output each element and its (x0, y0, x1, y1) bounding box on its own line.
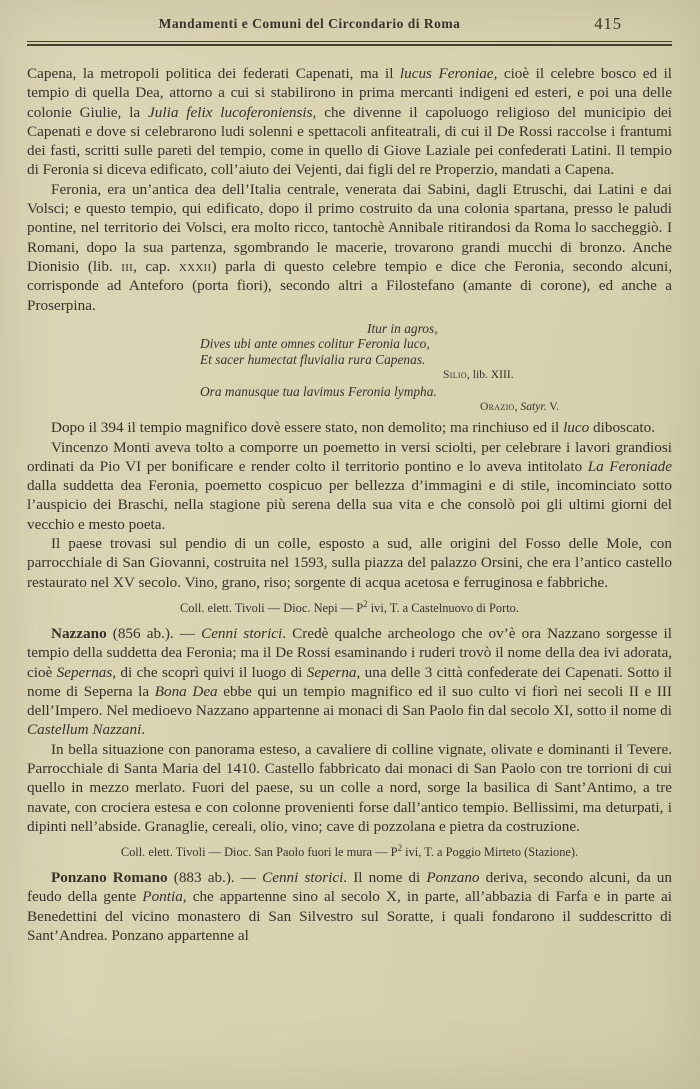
bold-text: Ponzano Romano (51, 869, 168, 887)
italic-text: Sepernas (56, 663, 113, 681)
text: , (514, 399, 521, 413)
italic-text: Cenni storici (262, 869, 344, 887)
text: V. (546, 399, 559, 413)
text: Coll. elett. Tivoli — Dioc. San Paolo fuori le mura — P (120, 845, 398, 860)
italic-text: Dives ubi ante omnes colitur Feronia luco, (200, 336, 430, 352)
entry-ponzano-romano (27, 868, 672, 945)
text: Vincenzo Monti aveva tolto a comporre un poemetto in versi sciolti, per celebrare i lavori grandiosi ordinati da Pio VI per bonificare e render colto il territorio pontino e lo aveva intitolato (27, 438, 672, 475)
page-body (27, 64, 672, 945)
verse-line (200, 352, 672, 368)
text: In bella situazione con panorama esteso, a cavaliere di colline vignate, olivate e dominanti il Tevere. Parrocchiale di Santa Maria del 1410. Castello fabbricato dai monaci di San Paolo con tre torrioni di cui quello in mezzo merlato. Fuori del paese, su un colle a nord, sorge la basilica di Sant’Antimo, a tre navate, con crociera estesa e con colonne provenienti forse dall’antico tempio. Bellissimi, ma deturpati, i dipinti nell’abside. Granaglie, cereali, olio, vino; cave di pozzolana e pietra da costruzione. (27, 740, 672, 835)
text: (856 ab.). — (106, 624, 202, 642)
italic-text: Julia felix lucoferoniensis (148, 103, 313, 121)
italic-text: Pontia (142, 888, 183, 906)
text: Capena, la metropoli politica dei federati Capenati, ma il (27, 65, 400, 82)
text: ) parla di questo celebre tempio e dice che Feronia, secondo alcuni, corrisponde ad Anteforo (porta fiori), secondo altri a Filostefano (amante di corone), ed anche a Proserpina. (27, 257, 672, 314)
italic-text: La Feroniade (587, 457, 672, 475)
verse-line (200, 321, 672, 337)
verse-attribution (200, 368, 672, 382)
page-number: 415 (594, 14, 622, 33)
text: Dopo il 394 il tempio magnifico dovè essere stato, non demolito; ma rinchiuso ed il (51, 419, 564, 437)
text: . (141, 721, 146, 739)
page-header (27, 14, 672, 36)
entry-nazzano (27, 624, 672, 740)
italic-text: Et sacer humectat fluvialia rura Capenas. (200, 352, 426, 368)
text: . Il nome di (343, 869, 427, 887)
small-caps-text: xxxii (178, 257, 212, 275)
italic-text: lucus Feroniae (399, 65, 494, 82)
text: ivi, T. a Castelnuovo di Porto. (367, 600, 519, 615)
italic-text: Cenni storici (201, 624, 283, 642)
running-title: Mandamenti e Comuni del Circondario di Roma (158, 16, 461, 31)
bold-text: Nazzano (51, 624, 107, 642)
verse-line (200, 384, 672, 400)
italic-text: Seperna (306, 663, 357, 681)
paragraph-feronia (27, 180, 672, 315)
paragraph-in-bella (27, 740, 672, 836)
text: Il paese trovasi sul pendio di un colle, esposto a sud, alle origini del Fosso delle Mole, con parrocchiale di San Giovanni, costruita nel 1593, sulla piazza del palazzo Orsini, che era l’antico castello restaurato nel XV secolo. Vino, grano, riso; sorgente di acqua acetosa e ferruginosa e fabbriche. (27, 535, 672, 591)
small-caps-text: Orazio (480, 399, 515, 413)
italic-text: Bona Dea (154, 682, 218, 700)
header-rule (27, 41, 672, 46)
text: , di che scoprì quivi il luogo di (112, 663, 307, 681)
paragraph-dopo-394 (27, 418, 672, 437)
verse-attribution (200, 400, 672, 414)
text: ivi, T. a Poggio Mirteto (Stazione). (402, 845, 579, 860)
italic-text: Ora manusque tua lavimus Feronia lympha. (200, 384, 437, 400)
small-caps-text: iii (121, 257, 134, 275)
text: diboscato. (589, 419, 656, 437)
text: , che appartenne sino al secolo X, in parte, all’abbazia di Farfa e in parte ai Benedettini del vicino monastero di San Silvestro sul Soratte, i quali fondarono il suddescritto di Sant’Andrea. Ponzano appartenne al (27, 888, 672, 945)
italic-text: Satyr. (520, 399, 547, 413)
small-caps-text: Silio (443, 367, 467, 381)
text: , una delle 3 città confederate dei Capenati. Sotto il nome di Seperna la (27, 663, 673, 700)
italic-text: Itur in agros, (367, 320, 438, 336)
latin-verse-quote (27, 321, 672, 413)
text: , cioè il celebre bosco ed il tempio di quella Dea, attorno a cui si stabilirono in prima mercanti indigeni ed esteri, e poi una delle colonie Giulie, la (27, 65, 673, 121)
text: dalla suddetta dea Feronia, poemetto cospicuo per bellezza d’immagini e di stile, incominciato sotto l’auspicio dei Braschi, nella stagione più serena della sua vita e che consolò poi gli ultimi giorni del vecchio e mesto poeta. (27, 477, 672, 533)
text: . Credè qualche archeologo che ov’è ora Nazzano sorgesse il tempio della suddetta dea Feronia; ma il De Rossi esaminando i ruderi trovò il nome della dea ivi adorata, cioè (27, 624, 673, 681)
italic-text: Castellum Nazzani (27, 721, 142, 739)
superscript: 2 (397, 843, 403, 854)
paragraph-il-paese (27, 534, 672, 592)
paragraph-capena (27, 64, 672, 180)
text: (883 ab.). — (167, 869, 263, 887)
reference-line-nazzano (27, 845, 672, 860)
paragraph-vincenzo-monti (27, 438, 672, 534)
text: Feronia, era un’antica dea dell’Italia centrale, venerata dai Sabini, dagli Etruschi, dai Latini e dai Volsci; e questo tempio, qui edificato, dopo il primo costruito da una colonia spartana, presso le paludi pontine, nel territorio dei Volsci, era molto ricco, tantochè Annibale ritirandosi da Roma lo saccheggiò. I Romani, dopo la sua partenza, sgombrando le macerie, trovarono grandi mucchi di bronzo. Anche Dionisio (lib. (27, 180, 672, 275)
text: , lib. XIII. (466, 367, 514, 381)
verse-line (200, 336, 672, 352)
superscript: 2 (363, 598, 368, 609)
italic-text: luco (563, 419, 590, 437)
text: , cap. (133, 257, 179, 275)
text: Coll. elett. Tivoli — Dioc. Nepi — P (180, 600, 364, 615)
italic-text: Ponzano (426, 869, 480, 887)
text: ebbe qui un tempio magnifico ed il suo culto vi fiorì nei secoli II e III dell’Impero. Nel medioevo Nazzano appartenne ai monaci di San Paolo fin dal secolo XI, sotto il nome di (27, 682, 672, 720)
text: , che divenne il capoluogo religioso del municipio dei Capenati e dove si celebrarono ludi solenni e spettacoli anfiteatrali, di cui il De Rossi raccolse i frantumi dei fasti, scritti sulle pareti del tempio, come in quello di Giove Laziale pei confederati Latini. Il tempio di Feronia si diceva edificato, coll’aiuto dei Vejenti, dai figli del re Properzio, mandati a Capena. (27, 103, 673, 179)
text: deriva, secondo alcuni, da un feudo della gente (27, 869, 672, 906)
reference-line-capena (27, 598, 672, 616)
